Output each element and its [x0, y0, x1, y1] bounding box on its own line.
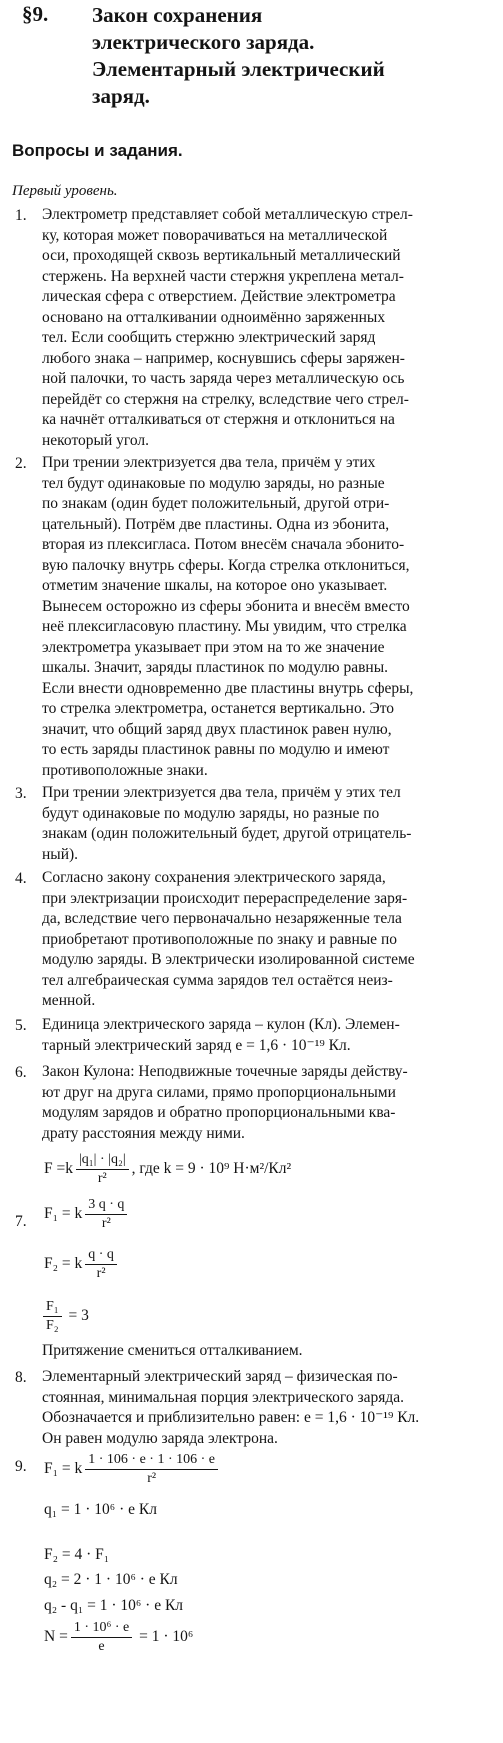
text-line: ный).: [42, 845, 79, 863]
q9-line: q₁ = 1 · 10⁶ · e Кл: [44, 1501, 157, 1518]
answer-text: Притяжение смениться отталкиванием.: [42, 1342, 303, 1359]
coulomb-formula: [44, 1152, 291, 1187]
paragraph-number: §9.: [22, 2, 49, 26]
formula-fraction: [85, 1247, 117, 1282]
fraction-numerator: 3 q · q: [85, 1197, 127, 1215]
text-line: Он равен модулю заряда электрона.: [42, 1429, 278, 1447]
text-line: менной.: [42, 992, 96, 1009]
text-line: любого знака – например, коснувшись сферы заряжен-: [42, 349, 405, 367]
text-line: приобретают противоположные по знаку и равные по: [42, 930, 397, 948]
text-line: тарный электрический заряд e = 1,6 · 10⁻¹⁹ Кл.: [42, 1036, 351, 1054]
item-text: [42, 783, 494, 865]
text-line: Согласно закону сохранения электрического заряда,: [42, 869, 386, 886]
text-line: то стрелка электрометра, останется вертикально. Это: [42, 700, 395, 717]
text-line: драту расстояния между ними.: [42, 1124, 245, 1142]
text-line: будут одинаковые по модулю заряды, но разные по: [42, 804, 380, 822]
item-text: [42, 1367, 494, 1449]
force-f1-formula: [44, 1197, 130, 1232]
q9-line: q₂ - q₁ = 1 · 10⁶ · e Кл: [44, 1597, 184, 1614]
item-number: 4.: [15, 870, 27, 887]
text-line: по знакам (один будет положительный, другой отри-: [42, 495, 390, 512]
formula-lhs: F₁ = k: [44, 1460, 83, 1478]
item-number: 7.: [15, 1213, 27, 1230]
text-line: Электрометр представляет собой металлическую стрел-: [42, 206, 413, 223]
fraction-denominator: r²: [97, 1171, 107, 1186]
text-line: лическая сфера с отверстием. Действие электрометра: [42, 288, 396, 305]
title-line: заряд.: [92, 84, 150, 108]
q9-n-formula: [44, 1620, 193, 1655]
text-line: ной палочки, то часть заряда через металлическую ось: [42, 370, 405, 387]
text-line: ка начнёт отталкиваться от стержня и отклониться на: [42, 411, 395, 428]
item-number: 8.: [15, 1369, 27, 1386]
text-line: отметим значение шкалы, на которое оно указывает.: [42, 577, 388, 594]
formula-fraction: [85, 1452, 218, 1487]
item-text: [42, 1015, 494, 1056]
fraction-numerator: |q₁| · |q₂|: [76, 1152, 129, 1170]
formula-rest: = 3: [64, 1307, 89, 1325]
section-title: Вопросы и задания.: [12, 141, 183, 160]
text-line: Единица электрического заряда – кулон (Кл). Элемен-: [42, 1016, 400, 1033]
fraction-denominator: F₂: [46, 1318, 59, 1333]
text-line: Элементарный электрический заряд – физическая по-: [42, 1368, 398, 1385]
level-label: Первый уровень.: [12, 183, 118, 199]
text-line: При трении электризуется два тела, причём у этих: [42, 454, 376, 471]
q9-line: F₂ = 4 · F₁: [44, 1546, 110, 1563]
text-line: электрометра указывает при этом на то же значение: [42, 638, 385, 656]
text-line: некоторый угол.: [42, 431, 149, 449]
text-line: при электризации происходит перераспределение заря-: [42, 889, 408, 907]
text-line: перейдёт со стержня на стрелку, вследствие чего стрел-: [42, 390, 409, 408]
item-text: [42, 453, 494, 781]
fraction-numerator: 1 · 106 · e · 1 · 106 · e: [85, 1452, 218, 1470]
text-line: противоположные знаки.: [42, 761, 208, 779]
fraction-numerator: F₁: [43, 1299, 62, 1317]
fraction-numerator: 1 · 10⁶ · e: [71, 1620, 132, 1638]
force-f2-formula: [44, 1247, 120, 1282]
text-line: стержень. На верхней части стержня укреплена метал-: [42, 267, 404, 285]
title-line: электрического заряда.: [92, 30, 315, 54]
item-text: [42, 205, 494, 451]
text-line: вую палочку внутрь сферы. Когда стрелка отклониться,: [42, 556, 410, 574]
fraction-denominator: r²: [96, 1266, 106, 1281]
text-line: Если внести одновременно две пластины внутрь сферы,: [42, 679, 414, 697]
text-line: тел будут одинаковые по модулю заряды, но разные: [42, 474, 385, 492]
formula-fraction: [43, 1299, 62, 1334]
item-number: 9.: [15, 1458, 27, 1475]
formula-rest: = 1 · 10⁶: [135, 1628, 194, 1646]
text-line: ку, которая может поворачиваться на металлической: [42, 226, 388, 244]
text-line: вторая из плексигласа. Потом внесём сначала эбонито-: [42, 536, 405, 553]
fraction-denominator: e: [98, 1639, 105, 1654]
formula-lhs: N =: [44, 1628, 68, 1646]
text-line: да, вследствие чего первоначально незаряженные тела: [42, 910, 402, 927]
item-text: [42, 868, 494, 1012]
text-line: модулям зарядов и обратно пропорциональными ква-: [42, 1104, 396, 1121]
formula-rest: , где k = 9 · 10⁹ Н·м²/Кл²: [131, 1160, 292, 1178]
text-line: Вынесем осторожно из сферы эбонита и внесём вместо: [42, 597, 410, 615]
formula-fraction: [71, 1620, 132, 1655]
text-line: шкалы. Значит, заряды пластинок по модулю равны.: [42, 659, 388, 676]
q9-force-formula: [44, 1452, 221, 1487]
text-line: основано на отталкивании одноимённо заряженных: [42, 308, 386, 326]
paragraph-title: [92, 2, 385, 110]
item-number: 5.: [15, 1017, 27, 1034]
formula-lhs: F₁ = k: [44, 1205, 83, 1223]
text-line: При трении электризуется два тела, причём у этих тел: [42, 784, 401, 801]
text-line: Обозначается и приблизительно равен: e = 1,6 · 10⁻¹⁹ Кл.: [42, 1409, 420, 1426]
item-number: 2.: [15, 455, 27, 472]
fraction-denominator: r²: [147, 1471, 157, 1486]
q9-line: q₂ = 2 · 1 · 10⁶ · e Кл: [44, 1571, 178, 1588]
title-line: Элементарный электрический: [92, 57, 385, 81]
formula-fraction: [76, 1152, 129, 1187]
formula-fraction: [85, 1197, 127, 1232]
text-line: тел. Если сообщить стержню электрический заряд: [42, 329, 376, 346]
text-line: знакам (один положительный будет, другой отрицатель-: [42, 825, 412, 842]
title-line: Закон сохранения: [92, 3, 263, 27]
fraction-denominator: r²: [101, 1216, 111, 1231]
text-line: неё плексигласовую пластину. Мы увидим, что стрелка: [42, 618, 407, 635]
force-ratio-formula: [40, 1299, 89, 1334]
text-line: значит, что общий заряд двух пластинок равен нулю,: [42, 720, 392, 738]
fraction-numerator: q · q: [85, 1247, 117, 1265]
item-number: 3.: [15, 785, 27, 802]
text-line: оси, проходящей сквозь вертикальный металлический: [42, 247, 401, 264]
formula-lhs: F₂ = k: [44, 1255, 83, 1273]
item-number: 1.: [15, 207, 27, 224]
text-line: тел алгебраическая сумма зарядов тел остаётся неиз-: [42, 971, 393, 989]
text-line: Закон Кулона: Неподвижные точечные заряды действу-: [42, 1063, 408, 1080]
text-line: стоянная, минимальная порция электрического заряда.: [42, 1388, 405, 1406]
item-text: [42, 1062, 494, 1144]
text-line: ют друг на друга силами, прямо пропорциональными: [42, 1083, 396, 1101]
text-line: модулю заряды. В электрически изолированной системе: [42, 951, 415, 968]
formula-lhs: F =k: [44, 1160, 73, 1178]
text-line: цательный). Потрём две пластины. Одна из эбонита,: [42, 515, 390, 533]
item-number: 6.: [15, 1064, 27, 1081]
text-line: то есть заряды пластинок равны по модулю и имеют: [42, 741, 390, 758]
